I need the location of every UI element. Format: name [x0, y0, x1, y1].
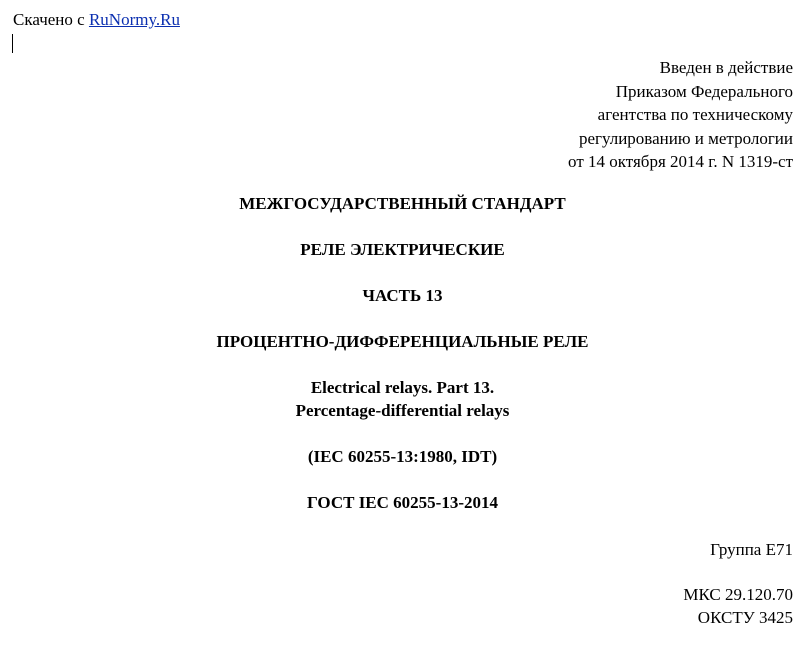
intro-line: регулированию и метрологии: [578, 128, 793, 148]
english-title: [0, 376, 799, 422]
runormy-link[interactable]: RuNormy.Ru: [88, 10, 180, 29]
introduction-block: [373, 56, 793, 174]
mks-code: МКС 29.120.70: [683, 585, 793, 604]
subject-heading: РЕЛЕ ЭЛЕКТРИЧЕСКИЕ: [300, 240, 505, 259]
text-cursor: [12, 34, 13, 53]
intro-line: агентства по техническому: [597, 105, 793, 124]
download-source-line: [13, 9, 180, 31]
gost-number: ГОСТ IEC 60255-13-2014: [307, 493, 498, 512]
group-code: Группа Е71: [710, 540, 793, 559]
standard-type-heading: МЕЖГОСУДАРСТВЕННЫЙ СТАНДАРТ: [239, 194, 566, 213]
classification-codes: [683, 583, 793, 629]
iec-reference: (IEC 60255-13:1980, IDT): [307, 447, 498, 466]
intro-line: Введен в действие: [659, 58, 793, 77]
part-heading: ЧАСТЬ 13: [362, 286, 443, 305]
subtitle-heading: ПРОЦЕНТНО-ДИФФЕРЕНЦИАЛЬНЫЕ РЕЛЕ: [216, 332, 589, 351]
english-title-line2: Percentage-differential relays: [295, 401, 510, 420]
intro-line: от 14 октября 2014 г. N 1319-ст: [568, 152, 793, 171]
download-prefix: Скачено с: [13, 10, 89, 29]
okstu-code: ОКСТУ 3425: [697, 608, 793, 627]
english-title-line1: Electrical relays. Part 13.: [310, 378, 495, 397]
intro-line: Приказом Федерального: [615, 81, 793, 101]
